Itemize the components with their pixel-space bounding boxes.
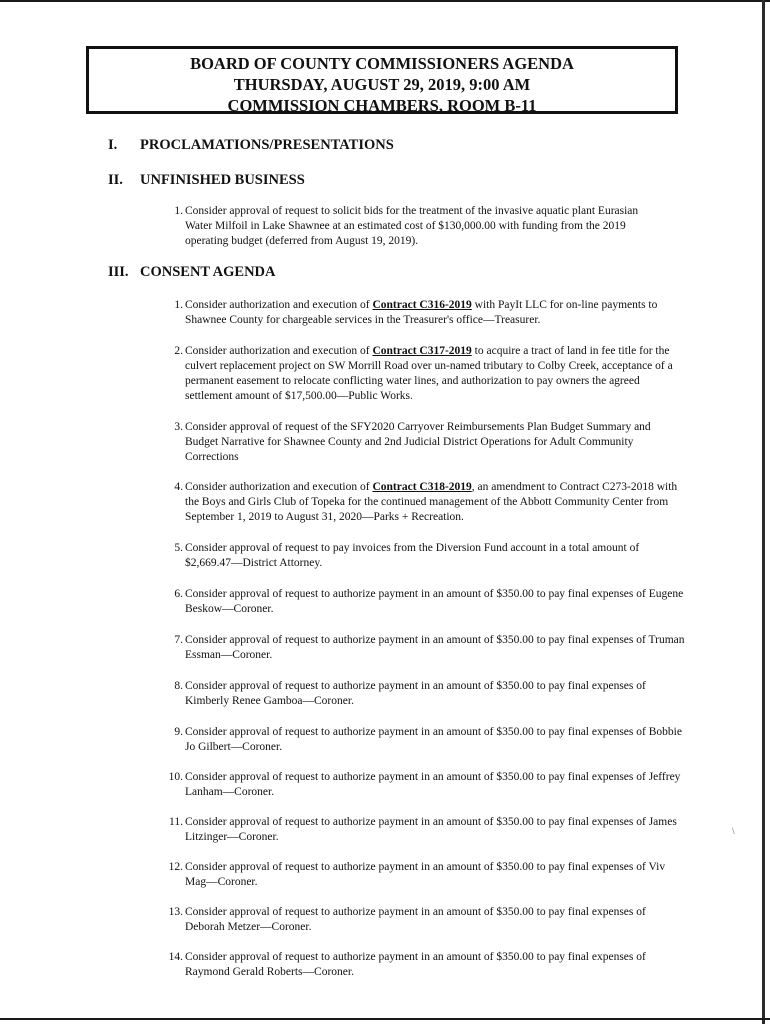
item-number: 12. — [168, 861, 183, 873]
item-number: 4. — [174, 481, 183, 493]
item-number: 9. — [174, 726, 183, 738]
item-line: Water Milfoil in Lake Shawnee at an estimated cost of $130,000.00 with funding from the 2019 — [185, 220, 626, 232]
header-date: THURSDAY, AUGUST 29, 2019, 9:00 AM — [233, 75, 531, 94]
item-number: 10. — [168, 771, 183, 783]
item-number: 1. — [174, 299, 183, 311]
item-text — [185, 860, 685, 890]
item-text — [185, 420, 685, 465]
scan-artifact-mark: \ — [732, 826, 735, 836]
scan-edge-top — [0, 0, 770, 2]
section-numeral: II. — [108, 172, 123, 188]
item-text-tail: , an amendment to Contract C273-2018 with the Boys and Girls Club of Topeka for the continued management of the Abbott Community Center from September 1, 2019 to August 31, 2020—Parks + Recreation. — [185, 481, 678, 523]
item-line: Consider approval of request to solicit bids for the treatment of the invasive aquatic plant Eurasian — [185, 205, 639, 217]
item-text-lead: Consider authorization and execution of — [185, 345, 373, 357]
item-text — [185, 204, 685, 249]
item-text — [185, 480, 685, 525]
item-text — [185, 587, 685, 617]
unfinished-item — [163, 204, 683, 252]
item-number: 13. — [168, 906, 183, 918]
item-text-lead: Consider approval of request to authorize payment in an amount of $350.00 to pay final expenses of Jeffrey Lanham—Coroner. — [185, 771, 681, 798]
item-number: 14. — [168, 951, 183, 963]
item-text — [185, 950, 685, 980]
item-text-lead: Consider approval of request to authorize payment in an amount of $350.00 to pay final expenses of Raymond Gerald Roberts—Coroner. — [185, 951, 646, 978]
contract-number: Contract C318-2019 — [372, 481, 472, 493]
section-title: PROCLAMATIONS/PRESENTATIONS — [140, 137, 394, 153]
item-number: 5. — [174, 542, 183, 554]
item-text — [185, 298, 685, 328]
section-title: CONSENT AGENDA — [140, 264, 276, 280]
item-text — [185, 725, 685, 755]
item-line: operating budget (deferred from August 19, 2019). — [185, 235, 419, 247]
item-text-lead: Consider approval of request to authorize payment in an amount of $350.00 to pay final expenses of Kimberly Renee Gamboa—Coroner. — [185, 680, 646, 707]
item-text-lead: Consider authorization and execution of — [185, 299, 373, 311]
header-location: COMMISSION CHAMBERS, ROOM B-11 — [227, 96, 537, 115]
item-number: 3. — [174, 421, 183, 433]
item-text — [185, 679, 685, 709]
item-text-lead: Consider approval of request of the SFY2020 Carryover Reimbursements Plan Budget Summary and Budget Narrative for Shawnee County and 2nd Judicial District Operations for Adult Community Corrections — [185, 421, 651, 463]
scan-edge-bottom — [0, 1018, 770, 1020]
item-text-tail: to acquire a tract of land in fee title for the culvert replacement project on SW Morrill Road over un-named tributary to Colby Creek, acceptance of a permanent easement to relocate conflicting water lines, and authorization to pay owners the agreed settlement amount of $17,500.00—Public Works. — [185, 345, 673, 402]
item-number: 7. — [174, 634, 183, 646]
item-number: 11. — [169, 816, 183, 828]
section-numeral: III. — [108, 264, 129, 280]
item-text-lead: Consider approval of request to authorize payment in an amount of $350.00 to pay final expenses of Deborah Metzer—Coroner. — [185, 906, 646, 933]
item-text — [185, 905, 685, 935]
item-number: 6. — [174, 588, 183, 600]
item-number: 8. — [174, 680, 183, 692]
item-text-lead: Consider approval of request to authorize payment in an amount of $350.00 to pay final expenses of Viv Mag—Coroner. — [185, 861, 666, 888]
item-text — [185, 815, 685, 845]
item-text — [185, 633, 685, 663]
item-text-lead: Consider approval of request to authorize payment in an amount of $350.00 to pay final expenses of Bobbie Jo Gilbert—Coroner. — [185, 726, 682, 753]
item-text — [185, 770, 685, 800]
item-text-tail: with PayIt LLC for on-line payments to Shawnee County for chargeable services in the Treasurer's office—Treasurer. — [185, 299, 658, 326]
item-text-lead: Consider approval of request to authorize payment in an amount of $350.00 to pay final expenses of Eugene Beskow—Coroner. — [185, 588, 684, 615]
scan-edge-right — [762, 0, 765, 1024]
item-text-lead: Consider approval of request to pay invoices from the Diversion Fund account in a total amount of $2,669.47—District Attorney. — [185, 542, 640, 569]
item-number: 1. — [174, 205, 183, 217]
item-text — [185, 541, 685, 571]
item-number: 2. — [174, 345, 183, 357]
section-numeral: I. — [108, 137, 118, 153]
item-text-lead: Consider authorization and execution of — [185, 481, 373, 493]
item-text-lead: Consider approval of request to authorize payment in an amount of $350.00 to pay final expenses of Truman Essman—Coroner. — [185, 634, 685, 661]
item-text-lead: Consider approval of request to authorize payment in an amount of $350.00 to pay final expenses of James Litzinger—Coroner. — [185, 816, 677, 843]
header-title: BOARD OF COUNTY COMMISSIONERS AGENDA — [190, 54, 574, 73]
section-title: UNFINISHED BUSINESS — [140, 172, 305, 188]
item-text — [185, 344, 685, 404]
contract-number: Contract C317-2019 — [372, 345, 472, 357]
contract-number: Contract C316-2019 — [372, 299, 472, 311]
agenda-header-box — [86, 46, 678, 114]
